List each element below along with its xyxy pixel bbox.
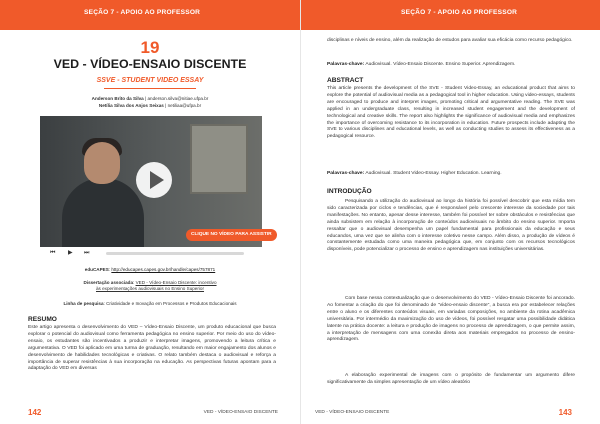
author-2-email[interactable]: netiliaa@ufpa.br (167, 103, 202, 108)
left-header-bar (0, 0, 300, 30)
educapes-label: eduCAPES (84, 267, 109, 272)
play-small-icon[interactable]: ▶ (68, 250, 73, 256)
keywords (327, 171, 575, 178)
section-label-right: SEÇÃO 7 - APOIO AO PROFESSOR (401, 9, 518, 16)
abstract-text: This article presents the development of the SVE - Student Video-Essay, an educational product that aims to explore the potential of audiovisual media as a pedagogical tool in higher education. Using video-essays, students are encouraged to produce and interpret images, promoting critical and argumentative reading. The SVE was applied in an undergraduate class, resulting in increased student engagement and the development of technological and creative skills. The report also highlights the significance of audiovisual media and emphasizes the importance of overcoming resistance to its incorporation in education. Future prospects include adapting the SVE to various disciplines and educational levels, as well as conducting studies to assess its effectiveness as a pedagogical resource. (327, 86, 575, 140)
author-1: Anderson Brito da Silva | anderson.silva@nitiae.ufpa.br (91, 96, 209, 101)
dissertation-link-line1[interactable]: VED - Vídeo-Ensaio Discente: incentivo (135, 280, 217, 285)
author-1-name: Anderson Brito da Silva (91, 96, 144, 101)
resumo-heading: RESUMO (28, 316, 57, 323)
introducao-heading: INTRODUÇÃO (327, 188, 372, 195)
left-footer-title: VED - VÍDEO-ENSAIO DISCENTE (203, 410, 278, 415)
dissertation-label: Dissertação associada (83, 280, 134, 285)
keywords-value: Audiovisual. Student Video-Essay. Higher Education. Learning. (365, 171, 502, 176)
left-footer (0, 402, 300, 424)
author-2-name: Netília Silva dos Anjos Seixas (98, 103, 164, 108)
dissertation-block: Dissertação associada: VED - Vídeo-Ensaio Discente: incentivo às experimentações audiovisuais no Ensino Superior (83, 280, 217, 292)
keywords-label: Palavras-chave: (327, 171, 365, 176)
introducao-paragraph-2: Com base nessa contextualização que o desenvolvimento do VED - Vídeo-Ensaio Discente foi ancorado. Ao fomentar a criação do que foi denominado de "vídeo-ensaio discente", a busca era por estabelecer relações entre o aluno e os diferentes conteúdos visuais, em variadas composições, no ambiente da rotina acadêmica universitária. Por intermédio da maximização do uso de vídeos, foi possível resgatar uma possibilidade didática latente na prática docente: a leitura e produção de imagens no processo de aprendizagem, o que permite assim, a interpretação de mensagens com uma conexão direta aos materiais empregados no processo de ensino-aprendizagem. (327, 296, 575, 343)
author-2: Netília Silva dos Anjos Seixas | netiliaa@ufpa.br (98, 103, 202, 108)
watch-video-button[interactable]: CLIQUE NO VÍDEO PARA ASSISTIR (186, 229, 277, 241)
resumo-continuation: disciplinas e níveis de ensino, além da realização de estudos para avaliar sua eficácia como recurso pedagógico. (327, 38, 573, 43)
video-person-head (84, 142, 120, 184)
introducao-paragraph-3: A elaboração experimental de imagens com o propósito de fundamentar um argumento difere significativamente da simples apresentação de um vídeo aleatório (327, 373, 575, 385)
abstract-heading: ABSTRACT (327, 77, 364, 84)
research-line: Linha de pesquisa: Criatividade e Inovação em Processos e Produtos Educacionais (63, 301, 237, 306)
right-header-bar (301, 0, 600, 30)
chapter-subtitle: SSVE - STUDENT VIDEO ESSAY (96, 77, 204, 84)
section-label: SEÇÃO 7 - APOIO AO PROFESSOR (84, 9, 201, 16)
next-icon[interactable]: ⏭ (84, 250, 90, 256)
video-progress-bar[interactable] (106, 252, 244, 255)
right-footer (301, 402, 600, 424)
video-player[interactable] (40, 116, 272, 260)
palavras-chave-value: Audiovisual. Vídeo-Ensaio Discente. Ensino Superior. Aprendizagem. (365, 62, 516, 67)
research-line-value: Criatividade e Inovação em Processos e Produtos Educacionais (106, 301, 237, 306)
video-controls (40, 247, 262, 260)
author-1-email[interactable]: anderson.silva@nitiae.ufpa.br (147, 96, 209, 101)
palavras-chave-label: Palavras-chave: (327, 62, 365, 67)
research-line-label: Linha de pesquisa (63, 301, 104, 306)
introducao-paragraph-1: Pesquisando a utilização do audiovisual ao longo da história foi possível descobrir que esta mídia tem sido caracterizada por ciclos e tendências, que é responsável pelo crescente interesse da sociedade por tais manifestações. No entanto, apesar desse interesse, também foi possível ter sobre obstáculos e resistências que ainda subsistem em relação à incorporação de conteúdos audiovisuais no âmbito do ensino superior. Importa ressaltar que o audiovisual desempenha um papel fundamental para profissionais da educação e seus educandos, uma vez que se alinha com o interesse coletivo nesse campo. Além disso, a produção de vídeos é constantemente estudada como uma maneira pedagógica que, em conjunto com os recursos tecnológicos disponíveis, pode potencializar o processo de ensino e aprendizagem nas instituições universitárias. (327, 199, 575, 253)
video-background-window (190, 124, 248, 194)
right-page (300, 0, 600, 424)
play-icon[interactable] (150, 171, 164, 189)
title-divider (104, 88, 196, 89)
right-page-number: 143 (558, 408, 572, 417)
palavras-chave (327, 62, 575, 69)
educapes-link[interactable]: http://educapes.capes.gov.br/handle/capes/757871 (111, 267, 216, 272)
chapter-title: VED - VÍDEO-ENSAIO DISCENTE (53, 57, 247, 71)
chapter-number: 19 (140, 38, 160, 57)
resumo-text: Este artigo apresenta o desenvolvimento do VED – Vídeo-Ensaio Discente, um produto educacional que busca explorar o potencial do audiovisual como ferramenta pedagógica no ensino superior. Por meio do uso do vídeo-ensaio, os estudantes são incentivados a produzir e interpretar imagens, promovendo a leitura crítica e argumentativa. O VED foi aplicado em uma turma de graduação, resultando em maior engajamento dos alunos e desenvolvimento de habilidades tecnológicas e criativas. O relato também destaca o audiovisual e reforça a importância de superar resistências à sua incorporação na educação. As perspectivas futuras apontam para a adaptação do VED em diversas (28, 325, 276, 372)
right-footer-title: VED - VÍDEO-ENSAIO DISCENTE (315, 410, 390, 415)
previous-icon[interactable]: ⏮ (50, 250, 56, 256)
authors-block (0, 95, 300, 109)
left-page-number: 142 (28, 408, 42, 417)
educapes-line: eduCAPES: http://educapes.capes.gov.br/handle/capes/757871 (84, 267, 216, 272)
dissertation-link-line2[interactable]: às experimentações audiovisuais no Ensino Superior (95, 286, 205, 292)
